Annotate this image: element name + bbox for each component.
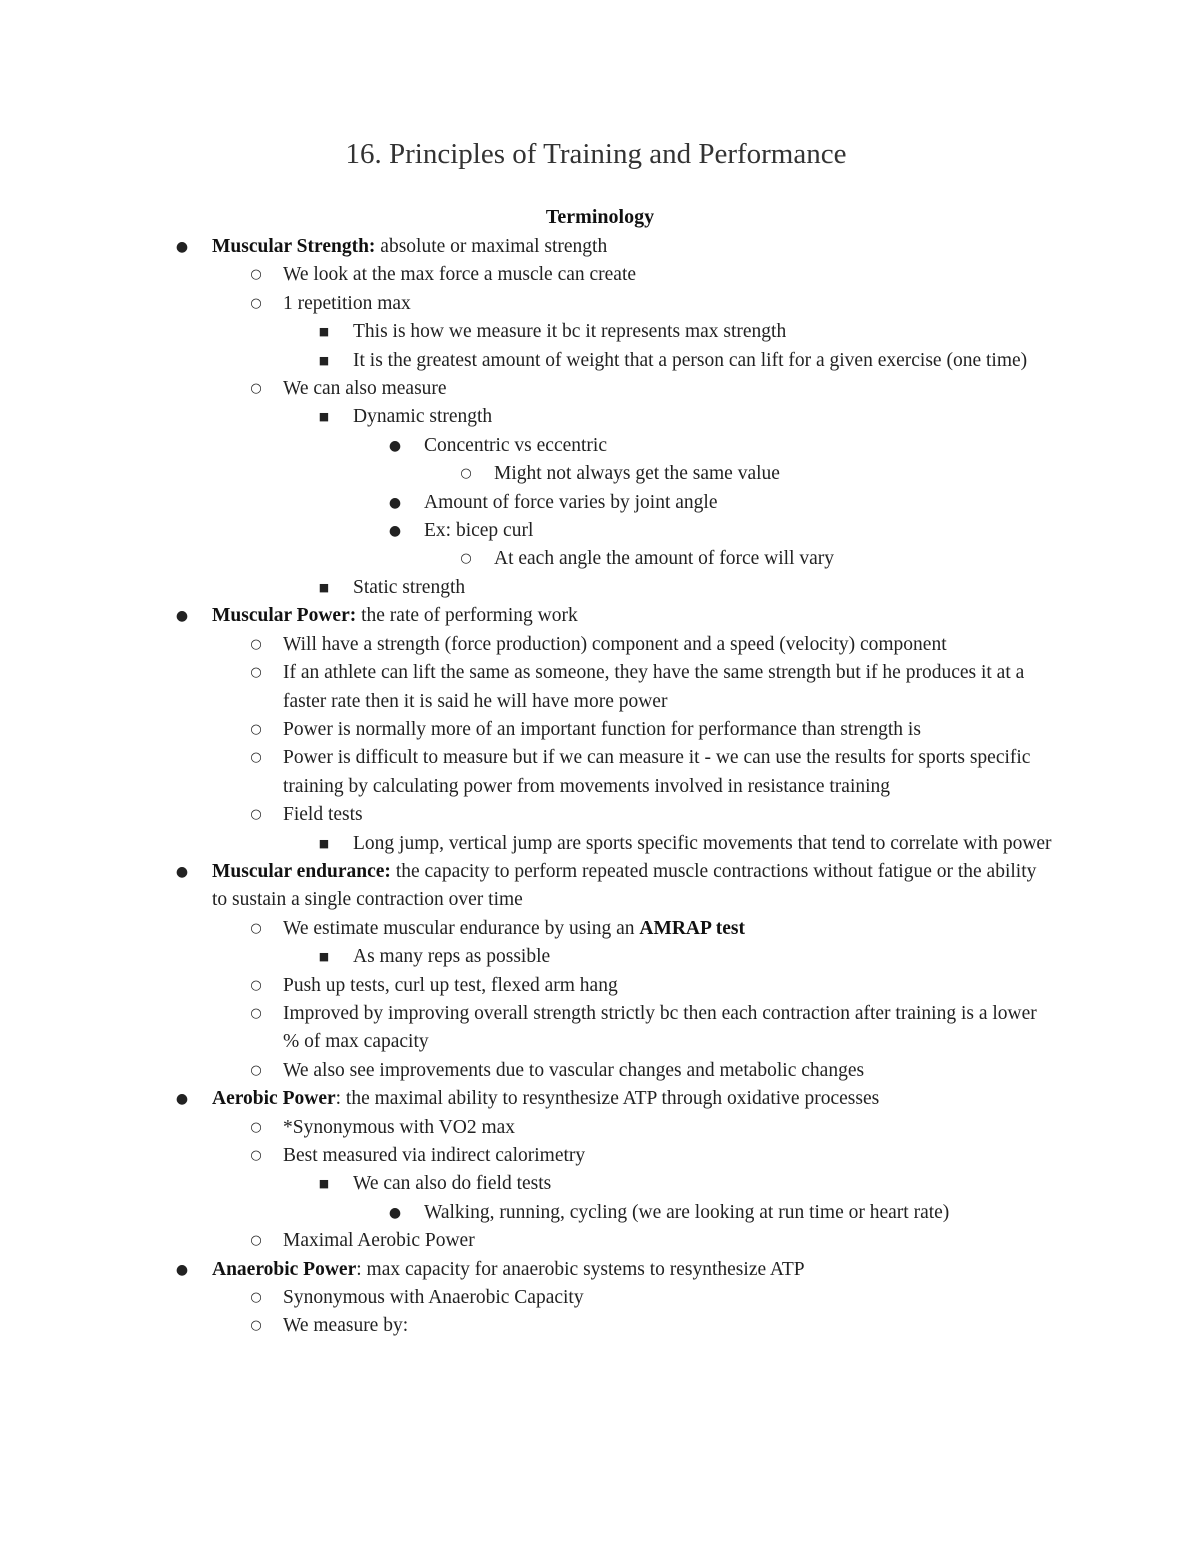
term-label: Muscular endurance: [212,860,391,882]
bullet-icon: ● [175,863,189,880]
bullet-icon: ■ [318,836,330,850]
item-label: 1 repetition max [283,292,411,314]
document-title: 16. Principles of Training and Performance [345,138,847,170]
item-label: *Synonymous with VO2 max [283,1116,516,1138]
item-text [353,574,1053,602]
term-definition: : max capacity for anaerobic systems to resynthesize ATP [356,1258,805,1280]
bullet-icon: ○ [250,295,262,311]
bullet-icon: ○ [250,665,262,681]
item-label: Power is difficult to measure but if we can measure it - we can use the results for sports specific training by calculating power from movements involved in resistance training [283,747,1031,797]
item-label: Concentric vs eccentric [424,434,607,456]
bullet-icon: ■ [318,410,330,424]
item-label: Synonymous with Anaerobic Capacity [283,1287,584,1309]
list-item [0,943,1053,971]
item-text [424,489,1054,517]
bullet-icon: ■ [318,353,330,367]
list-item [0,432,1054,489]
bullet-icon: ■ [318,950,330,964]
bullet-icon: ○ [250,381,262,397]
item-text [283,801,1053,829]
list-item [0,1227,1053,1255]
item-text [283,1114,1053,1142]
term-text [212,233,1042,261]
term-item [0,1085,1042,1255]
item-bold-label: AMRAP test [639,917,745,939]
term-text [212,1256,1042,1284]
item-label: Dynamic strength [353,406,493,428]
term-item [0,602,1052,858]
item-text [283,261,1053,289]
item-text [494,460,1054,488]
item-label: Field tests [283,804,363,826]
item-label: We measure by: [283,1315,409,1337]
item-text [353,943,1053,971]
item-label: Long jump, vertical jump are sports specific movements that tend to correlate with power [353,832,1052,854]
bullet-icon: ○ [250,920,262,936]
list-item [0,460,1054,488]
bullet-icon: ○ [250,977,262,993]
list-item [0,574,1053,602]
list-item [0,744,1053,801]
list-item [0,517,1054,574]
list-item [0,1057,1053,1085]
list-item [0,403,1053,573]
item-label: We can also measure [283,378,447,400]
outline-list [0,233,1200,1341]
bullet-icon: ■ [318,1177,330,1191]
section-heading: Terminology [545,206,655,228]
item-label: We look at the max force a muscle can create [283,264,637,286]
term-item [0,858,1042,1085]
term-text [212,1085,1042,1113]
item-text [283,659,1053,716]
outline-sublist [353,432,1053,574]
list-item [0,1000,1053,1057]
item-text [283,1227,1053,1255]
item-label: Ex: bicep curl [424,520,534,542]
list-item [0,830,1053,858]
term-text [212,602,1042,630]
list-item [0,972,1053,1000]
item-label: At each angle the amount of force will vary [494,548,835,570]
term-label: Muscular Power: [212,605,357,627]
bullet-icon: ○ [250,267,262,283]
item-label: We also see improvements due to vascular changes and metabolic changes [283,1059,865,1081]
term-text [212,858,1042,915]
bullet-icon: ■ [318,325,330,339]
item-text [283,631,1053,659]
list-item [0,1114,1053,1142]
item-label: Might not always get the same value [494,463,780,485]
bullet-icon: ○ [250,1119,262,1135]
item-text [353,830,1053,858]
term-label: Muscular Strength: [212,236,376,257]
item-text [283,1312,1053,1340]
bullet-icon: ○ [250,750,262,766]
item-text [353,318,1053,346]
item-text [283,972,1053,1000]
item-text [283,1057,1053,1085]
item-label: Amount of force varies by joint angle [424,491,718,513]
list-item [0,290,1053,375]
list-item [0,489,1054,517]
outline-sublist [283,830,1053,858]
term-definition: the capacity to perform repeated muscle contractions without fatigue or the ability to sustain a single contraction over time [212,860,1037,911]
term-label: Aerobic Power [212,1088,336,1110]
outline-sublist [283,318,1053,375]
outline-sublist [212,1284,1042,1341]
item-label: We can also do field tests [353,1173,552,1195]
term-item [0,1256,1042,1341]
bullet-icon: ○ [460,466,472,482]
bullet-icon: ○ [250,807,262,823]
bullet-icon: ○ [250,1062,262,1078]
outline-sublist [212,261,1042,602]
list-item [0,318,1053,346]
item-text [283,1142,1053,1170]
bullet-icon: ○ [250,636,262,652]
item-text [283,290,1053,318]
outline-sublist [353,1199,1053,1227]
bullet-icon: ○ [250,1318,262,1334]
item-text [353,1170,1053,1198]
item-text [283,716,1053,744]
bullet-icon: ● [175,239,189,255]
list-item [0,347,1053,375]
list-item [0,915,1053,972]
item-label: It is the greatest amount of weight that a person can lift for a given exercise (one time) [353,349,1028,371]
item-text [494,545,1054,573]
item-label: We estimate muscular endurance by using an [283,917,640,939]
term-item [0,233,1042,602]
item-label: Static strength [353,576,466,598]
list-item [0,375,1053,602]
outline-sublist [283,1170,1053,1227]
bullet-icon: ● [388,523,402,540]
outline-sublist [283,943,1053,971]
bullet-icon: ■ [318,580,330,594]
bullet-icon: ● [175,1091,189,1108]
item-label: This is how we measure it bc it represents max strength [353,321,787,343]
outline-sublist [212,1114,1042,1256]
item-text [283,375,1053,403]
item-label: Best measured via indirect calorimetry [283,1145,586,1166]
list-item [0,659,1053,716]
outline-sublist [212,631,1052,858]
item-label: Maximal Aerobic Power [283,1230,475,1252]
bullet-icon: ● [175,1261,189,1278]
bullet-icon: ○ [250,1148,262,1163]
term-label: Anaerobic Power [212,1258,357,1280]
bullet-icon: ○ [250,1233,262,1249]
list-item [0,1170,1053,1227]
bullet-icon: ● [388,437,402,454]
item-text [424,432,1054,460]
outline-sublist [424,460,1054,488]
bullet-icon: ● [388,494,402,511]
item-label: Power is normally more of an important function for performance than strength is [283,718,921,740]
outline [0,233,1200,1341]
bullet-icon: ○ [250,1290,262,1306]
item-text [283,1284,1053,1312]
bullet-icon: ● [175,608,189,625]
item-text [283,915,1053,943]
item-text [424,1199,1054,1227]
list-item [0,545,1054,573]
bullet-icon: ○ [250,1005,262,1021]
list-item [0,631,1053,659]
list-item [0,716,1053,744]
list-item [0,261,1053,289]
outline-sublist [212,915,1042,1085]
bullet-icon: ● [388,1204,402,1221]
item-label: As many reps as possible [353,946,551,968]
bullet-icon: ○ [460,551,472,567]
item-label: Walking, running, cycling (we are looking at run time or heart rate) [424,1201,950,1223]
term-definition: : the maximal ability to resynthesize ATP through oxidative processes [335,1088,880,1110]
bullet-icon: ○ [250,721,262,737]
list-item [0,1142,1053,1227]
list-item [0,1312,1053,1340]
item-text [283,1000,1053,1057]
list-item [0,801,1053,858]
outline-sublist [283,403,1053,602]
item-label: Improved by improving overall strength strictly bc then each contraction after training is a lower % of max capacity [283,1002,1037,1053]
item-text [353,347,1053,375]
list-item [0,1284,1053,1312]
item-label: Push up tests, curl up test, flexed arm hang [283,974,618,996]
outline-sublist [424,545,1054,573]
item-label: If an athlete can lift the same as someone, they have the same strength but if he produces it at a faster rate then it is said he will have more power [283,662,1025,712]
item-text [424,517,1054,545]
item-text [283,744,1053,801]
item-label: Will have a strength (force production) component and a speed (velocity) component [283,633,947,655]
item-text [353,403,1053,431]
term-definition: absolute or maximal strength [375,236,608,257]
term-definition: the rate of performing work [356,605,578,627]
list-item [0,1199,1054,1227]
